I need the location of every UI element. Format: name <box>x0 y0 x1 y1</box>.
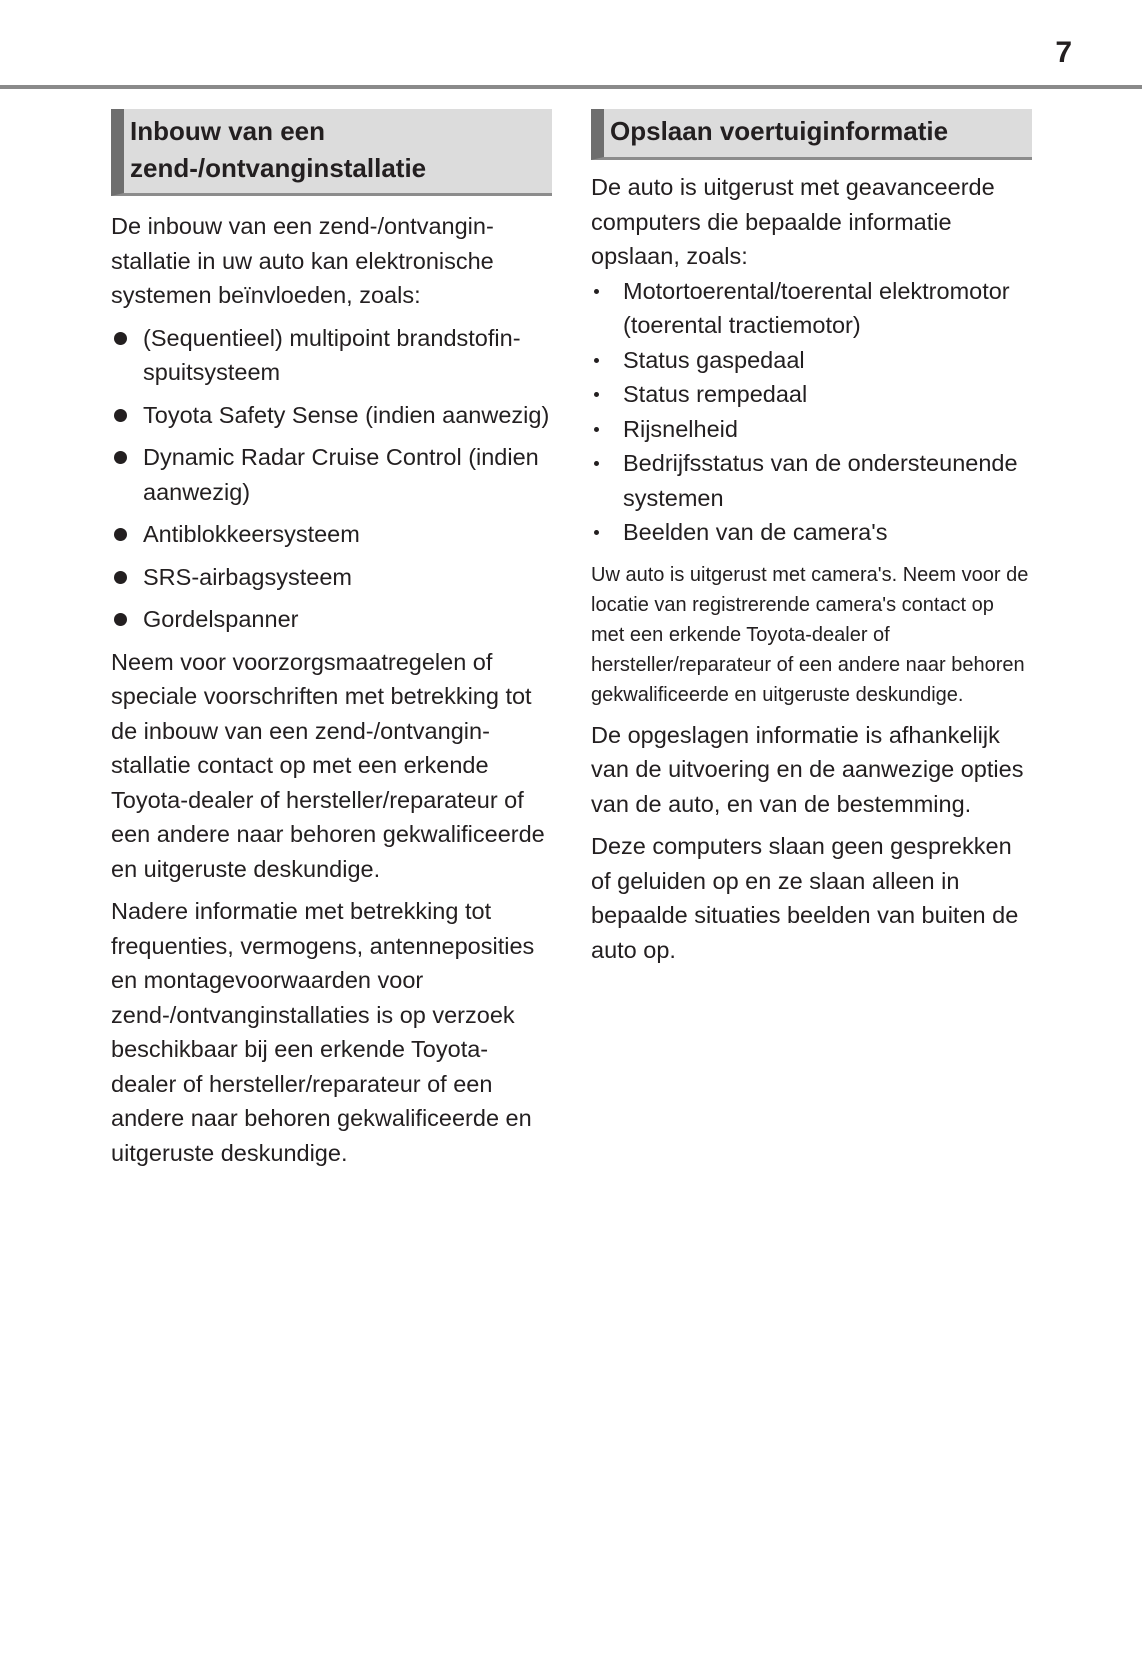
bullet-icon <box>114 332 127 345</box>
list-item: SRS-airbagsysteem <box>111 560 552 595</box>
right-paragraph-recording: Deze computers slaan geen gesprekken of geluiden op en ze slaan alleen in bepaalde situaties beelden van buiten de auto op. <box>591 833 1019 963</box>
bullet-icon <box>594 530 599 535</box>
list-item: Status rempedaal <box>591 377 1032 412</box>
bullet-icon <box>114 451 127 464</box>
list-item: Dynamic Radar Cruise Control (indien aanwezig) <box>111 440 552 509</box>
list-item: Motortoerental/toerental elektromotor (toerental tractiemotor) <box>591 274 1032 343</box>
bullet-icon <box>114 409 127 422</box>
left-paragraph-info: Nadere informatie met betrekking tot frequenties, vermogens, antenneposities en montagevoorwaarden voor zend-/ontvanginstallaties is op verzoek beschikbaar bij een erkende Toyota-dealer of hersteller/reparateur of een andere naar behoren gekwalificeerde en uitgeruste deskundige. <box>111 898 535 1166</box>
camera-note: Uw auto is uitgerust met camera's. Neem voor de locatie van registrerende camera's contact op met een erkende Toyota-dealer of hersteller/reparateur of een andere naar behoren gekwalificeerde en uitgeruste deskundige. <box>591 563 1029 706</box>
list-item: Rijsnelheid <box>591 412 1032 447</box>
affected-systems-list <box>111 321 552 637</box>
list-item: (Sequentieel) multipoint brandstofinspuitsysteem <box>111 321 552 390</box>
list-item: Antiblokkeersysteem <box>111 517 552 552</box>
bullet-icon <box>594 358 599 363</box>
left-intro: De inbouw van een zend-/ontvanginstallatie in uw auto kan elektronische systemen beïnvloeden, zoals: <box>111 213 494 308</box>
bullet-icon <box>594 461 599 466</box>
right-column <box>591 109 1032 967</box>
page-number: 7 <box>1055 36 1072 69</box>
list-item: Gordelspanner <box>111 602 552 637</box>
bullet-icon <box>114 528 127 541</box>
list-item: Beelden van de camera's <box>591 515 1032 550</box>
right-intro: De auto is uitgerust met geavanceerde computers die bepaalde informatie opslaan, zoals: <box>591 174 995 269</box>
bullet-icon <box>114 613 127 626</box>
list-item: Toyota Safety Sense (indien aanwezig) <box>111 398 552 433</box>
list-item: Status gaspedaal <box>591 343 1032 378</box>
bullet-icon <box>114 571 127 584</box>
section-heading-transmitter: Inbouw van een zend-/ontvanginstallatie <box>111 109 552 196</box>
right-paragraph-dependency: De opgeslagen informatie is afhankelijk van de uitvoering en de aanwezige opties van de auto, en van de bestemming. <box>591 721 1024 817</box>
section-heading-vehicle-data: Opslaan voertuiginformatie <box>591 109 1032 160</box>
bullet-icon <box>594 392 599 397</box>
list-item: Bedrijfsstatus van de ondersteunende systemen <box>591 446 1032 515</box>
header-rule <box>0 85 1142 89</box>
left-paragraph-precautions: Neem voor voorzorgsmaatregelen of speciale voorschriften met betrekking tot de inbouw van een zend-/ontvanginstallatie contact op met een erkende Toyota-dealer of hersteller/reparateur of een andere naar behoren gekwalificeerde en uitgeruste deskundige. <box>111 648 545 882</box>
stored-info-list <box>591 274 1032 550</box>
bullet-icon <box>594 289 599 294</box>
bullet-icon <box>594 427 599 432</box>
left-column <box>111 109 552 1170</box>
